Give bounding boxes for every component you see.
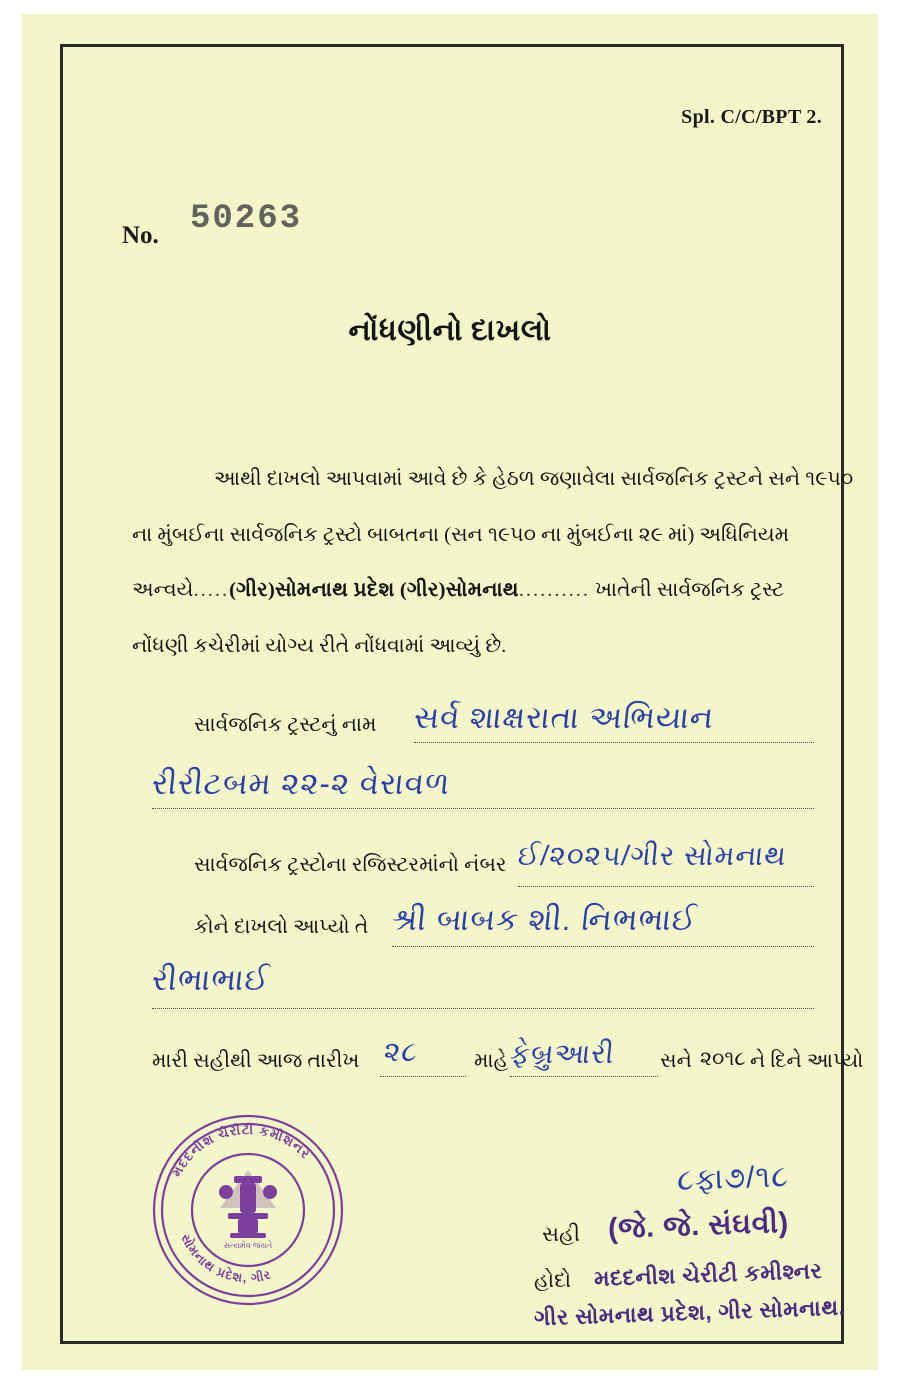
issued-to-rule-1 bbox=[392, 946, 814, 947]
certificate-number-stamp: 50263 bbox=[190, 200, 303, 238]
svg-text:સત્યમેવ જયતે: સત્યમેવ જયતે bbox=[223, 1241, 273, 1250]
register-number-rule bbox=[518, 886, 814, 887]
issued-to-rule-2 bbox=[152, 1008, 814, 1009]
official-seal-icon bbox=[150, 1112, 346, 1308]
date-month-value: ફેબ્રુઆરી bbox=[508, 1038, 617, 1069]
body-line-3-prefix: અન્વયે bbox=[132, 579, 194, 602]
trust-name-rule-2 bbox=[152, 808, 814, 809]
body-line-1: આથી દાખલો આપવામાં આવે છે કે હેઠળ જણાવેલા સાર્વજનિક ટ્રસ્ટને સને ૧૯૫૦ bbox=[214, 468, 854, 490]
body-paragraph bbox=[132, 466, 854, 689]
date-line-prefix: મારી સહીથી આજ તારીખ bbox=[152, 1050, 360, 1072]
register-number-label: સાર્વજનિક ટ્રસ્ટોના રજિસ્ટરમાંનો નંબર bbox=[194, 854, 507, 876]
trust-name-value-line1: સર્વ શાક્ષરાતા અભિયાન bbox=[412, 700, 716, 735]
signature-name-stamp: (જે. જે. સંઘવી) bbox=[607, 1206, 790, 1246]
designation-label: હોદો bbox=[534, 1268, 572, 1292]
number-label: No. bbox=[122, 222, 159, 249]
page-title: નોંધણીનો દાખલો bbox=[348, 314, 552, 347]
dot-leader: ..... bbox=[193, 579, 230, 602]
signature-scribble: ૮ફા૭/૧૮ bbox=[676, 1160, 790, 1197]
trust-name-rule-1 bbox=[414, 742, 814, 743]
dot-leader: .......... bbox=[518, 579, 590, 602]
svg-text:મદદનીશ ચેરીટી કમીશનર: મદદનીશ ચેરીટી કમીશનર bbox=[168, 1121, 314, 1180]
register-number-value: ઈ/૨૦૨૫/ગીર સોમનાથ bbox=[516, 840, 789, 871]
body-line-3-suffix: ખાતેની સાર્વજનિક ટ્રસ્ટ bbox=[595, 579, 785, 602]
date-year-prefix: સને bbox=[660, 1050, 692, 1072]
date-month-label: માહે bbox=[474, 1050, 509, 1072]
trust-name-value-line2: રીરીટબમ ૨૨-૨ વેરાવળ bbox=[150, 766, 453, 801]
spl-code-text: Spl. C/C/BPT 2. bbox=[681, 106, 822, 128]
designation-value: મદદનીશ ચેરીટી કમીશ્નર bbox=[593, 1258, 823, 1291]
date-line-suffix: ને દિને આપ્યો bbox=[750, 1050, 864, 1072]
date-day-value: ૨૮ bbox=[382, 1036, 420, 1067]
issued-to-value-line2: રીભાભાઈ bbox=[150, 962, 272, 997]
date-year-value: ૨૦૧૮ bbox=[700, 1048, 746, 1070]
issued-to-label: કોને દાખલો આપ્યો તે bbox=[194, 916, 369, 938]
date-month-rule bbox=[510, 1076, 658, 1077]
body-line-4: નોંધણી કચેરીમાં યોગ્ય રીતે નોંધવામાં આવ્યું છે. bbox=[132, 635, 507, 658]
designation-office: ગીર સોમનાથ પ્રદેશ, ગીર સોમનાથ. bbox=[533, 1294, 846, 1331]
certificate-sheet bbox=[22, 14, 878, 1370]
trust-place-printed-field: (ગીર)સોમનાથ પ્રદેશ (ગીર)સોમનાથ bbox=[229, 579, 519, 602]
date-day-rule bbox=[380, 1076, 466, 1077]
body-line-2: ના મુંબઈના સાર્વજનિક ટ્રસ્ટો બાબતના (સન ૧૯૫૦ ના મુંબઈના ૨૯ માં) અધિનિયમ bbox=[132, 523, 790, 546]
svg-text:સોમનાથ પ્રદેશ, ગીર: સોમનાથ પ્રદેશ, ગીર bbox=[178, 1231, 274, 1286]
signature-label: સહી bbox=[542, 1222, 580, 1246]
trust-name-label: સાર્વજનિક ટ્રસ્ટનું નામ bbox=[194, 714, 377, 736]
body-line-3 bbox=[132, 577, 812, 605]
issued-to-value-line1: શ્રી બાબક શી. નિભભાઈ bbox=[390, 902, 699, 937]
